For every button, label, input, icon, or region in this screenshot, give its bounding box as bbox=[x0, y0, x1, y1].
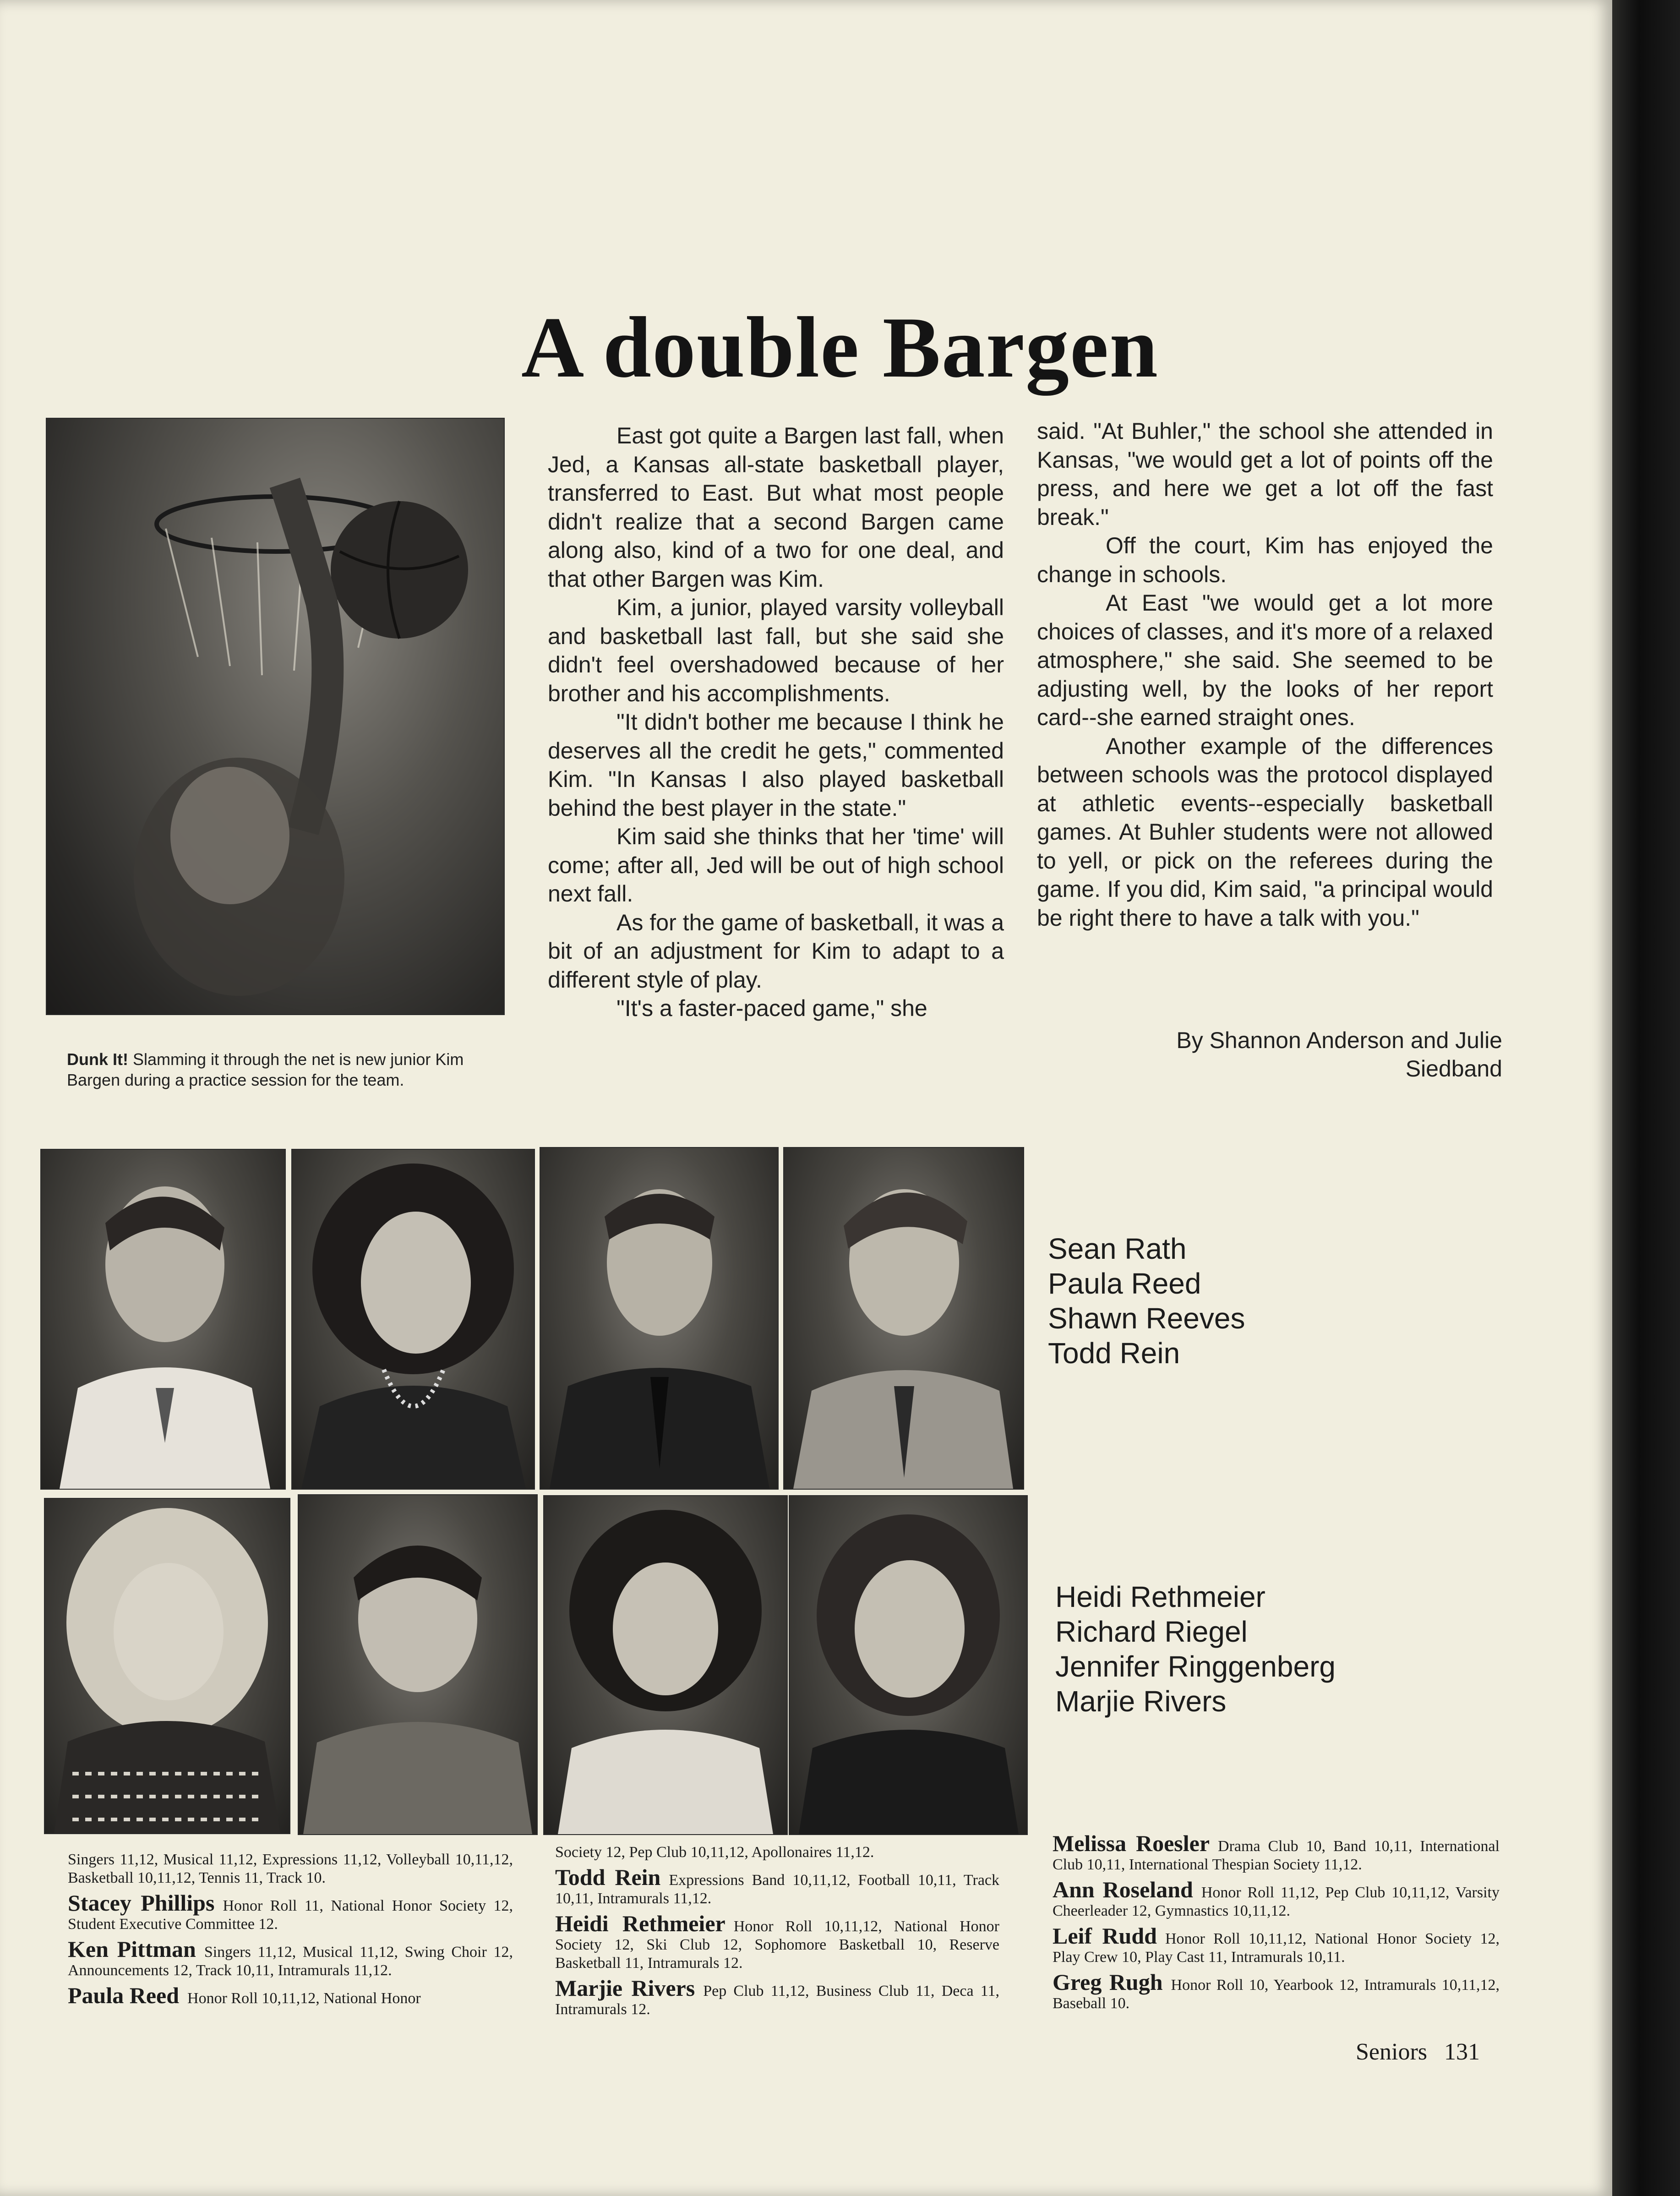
bios-column-2 bbox=[555, 1843, 999, 2025]
portrait-name: Heidi Rethmeier bbox=[1055, 1580, 1265, 1613]
bio-name: Paula Reed bbox=[68, 1983, 180, 2008]
bio-entry bbox=[1053, 1923, 1500, 1967]
portrait-richard-riegel bbox=[298, 1494, 538, 1835]
portrait-name: Jennifer Ringgenberg bbox=[1055, 1650, 1336, 1683]
portrait-paula-reed bbox=[291, 1149, 535, 1490]
bio-text: Honor Roll 10,11,12, National Honor Society 12, Play Crew 10, Play Cast 11, Intramurals 10,11. bbox=[1053, 1930, 1500, 1966]
bio-text: Honor Roll 10,11,12, National Honor Society 12, Ski Club 12, Sophomore Basketball 10, Reserve Basketball 11, Intramurals 12. bbox=[555, 1918, 999, 1972]
page-footer bbox=[1356, 2038, 1480, 2065]
portrait-name: Richard Riegel bbox=[1055, 1615, 1248, 1648]
bio-text: Honor Roll 11, National Honor Society 12, Student Executive Committee 12. bbox=[68, 1897, 513, 1933]
bio-name: Heidi Rethmeier bbox=[555, 1911, 725, 1936]
article-paragraph: East got quite a Bargen last fall, when Jed, a Kansas all-state basketball player, transferred to East. But what most people didn't realize that a second Bargen came along also, kind of a two for one deal, and that other Bargen was Kim. bbox=[548, 423, 1004, 592]
bio-name: Todd Rein bbox=[555, 1864, 661, 1890]
bio-entry bbox=[1053, 1969, 1500, 2013]
bio-text: Expressions Band 10,11,12, Football 10,11, Track 10,11, Intramurals 11,12. bbox=[555, 1872, 1000, 1907]
portrait-name: Sean Rath bbox=[1048, 1232, 1187, 1265]
bio-text: Singers 11,12, Musical 11,12, Swing Choir 12, Announcements 12, Track 10,11, Intramurals 11,12. bbox=[68, 1944, 513, 1979]
article-column-2 bbox=[1037, 417, 1493, 932]
portrait-name: Marjie Rivers bbox=[1055, 1685, 1227, 1718]
article-column-1 bbox=[548, 421, 1004, 1023]
portrait-name: Todd Rein bbox=[1048, 1337, 1180, 1370]
portrait-name: Shawn Reeves bbox=[1048, 1302, 1245, 1335]
bio-text: Drama Club 10, Band 10,11, International Club 10,11, International Thespian Society 11,12. bbox=[1053, 1838, 1500, 1873]
article-paragraph: "It didn't bother me because I think he deserves all the credit he gets," commented Kim. "In Kansas I also played basketball behind the best player in the state." bbox=[548, 709, 1004, 821]
names-row-1 bbox=[1048, 1231, 1245, 1371]
bio-entry bbox=[555, 1975, 1000, 2019]
portrait-todd-rein bbox=[783, 1147, 1024, 1490]
bio-entry bbox=[555, 1864, 1000, 1908]
bio-name: Greg Rugh bbox=[1053, 1969, 1163, 1995]
bio-name: Leif Rudd bbox=[1053, 1923, 1157, 1949]
bio-entry bbox=[68, 1983, 513, 2008]
names-row-2 bbox=[1055, 1579, 1336, 1719]
page-number: 131 bbox=[1444, 2039, 1480, 2065]
portrait-name: Paula Reed bbox=[1048, 1267, 1201, 1300]
bio-text: Singers 11,12, Musical 11,12, Expressions 11,12, Volleyball 10,11,12, Basketball 10,11,12, Tennis 11, Track 10. bbox=[68, 1851, 513, 1886]
portrait-jennifer-ringgenberg bbox=[543, 1495, 788, 1835]
photo-caption bbox=[67, 1049, 516, 1090]
article-paragraph: As for the game of basketball, it was a bit of an adjustment for Kim to adapt to a different style of play. bbox=[548, 909, 1004, 993]
caption-lead: Dunk It! bbox=[67, 1050, 128, 1069]
article-paragraph: At East "we would get a lot more choices of classes, and it's more of a relaxed atmosphere," she said. She seemed to be adjusting well, by the looks of her report card--she earned straight ones. bbox=[1037, 590, 1493, 730]
bio-name: Stacey Phillips bbox=[68, 1890, 215, 1916]
byline-line-2: Siedband bbox=[1405, 1056, 1502, 1082]
bio-text: Honor Roll 10, Yearbook 12, Intramurals 10,11,12, Baseball 10. bbox=[1053, 1977, 1500, 2012]
basketball-dunk-photo bbox=[46, 418, 505, 1015]
bio-text: Pep Club 11,12, Business Club 11, Deca 11, Intramurals 12. bbox=[555, 1983, 1000, 2018]
article-paragraph: Kim said she thinks that her 'time' will come; after all, Jed will be out of high school next fall. bbox=[548, 824, 1004, 907]
portrait-shawn-reeves bbox=[540, 1147, 779, 1490]
footer-section: Seniors bbox=[1356, 2039, 1427, 2065]
article-paragraph: Off the court, Kim has enjoyed the change in schools. bbox=[1037, 533, 1493, 587]
article-paragraph: "It's a faster-paced game," she bbox=[616, 995, 927, 1021]
bio-text: Honor Roll 11,12, Pep Club 10,11,12, Varsity Cheerleader 12, Gymnastics 10,11,12. bbox=[1053, 1884, 1500, 1919]
bio-entry bbox=[1053, 1830, 1500, 1874]
article-paragraph: Kim, a junior, played varsity volleyball and basketball last fall, but she said she didn't feel overshadowed because of her brother and his accomplishments. bbox=[548, 595, 1004, 706]
portrait-marjie-rivers bbox=[789, 1495, 1028, 1835]
byline-line-1: By Shannon Anderson and Julie bbox=[1176, 1027, 1502, 1053]
bio-name: Ken Pittman bbox=[68, 1936, 196, 1962]
bio-entry bbox=[68, 1936, 513, 1980]
bios-column-1 bbox=[68, 1851, 513, 2014]
portrait-sean-rath bbox=[40, 1149, 286, 1490]
bio-entry bbox=[68, 1851, 513, 1887]
bio-text: Society 12, Pep Club 10,11,12, Apollonaires 11,12. bbox=[555, 1844, 874, 1861]
bio-entry bbox=[555, 1911, 999, 1972]
article-paragraph: said. "At Buhler," the school she attended in Kansas, "we would get a lot of points off the press, and here we get a lot off the fast break." bbox=[1037, 418, 1493, 530]
bio-text: Honor Roll 10,11,12, National Honor bbox=[187, 1990, 421, 2007]
bio-entry bbox=[68, 1890, 513, 1934]
caption-text: Slamming it through the net is new junior Kim Bargen during a practice session for the team. bbox=[67, 1050, 464, 1089]
page-title: A double Bargen bbox=[521, 300, 1159, 396]
portrait-heidi-rethmeier bbox=[44, 1498, 290, 1834]
bio-name: Melissa Roesler bbox=[1053, 1830, 1210, 1856]
bio-name: Marjie Rivers bbox=[555, 1975, 695, 2001]
article-paragraph: Another example of the differences between schools was the protocol displayed at athletic events--especially basketball games. At Buhler students were not allowed to yell, or pick on the referees during the game. If you did, Kim said, "a principal would be right there to have a talk with you." bbox=[1037, 733, 1493, 931]
bio-entry bbox=[1053, 1877, 1500, 1920]
bios-column-3 bbox=[1053, 1830, 1500, 2019]
bio-entry bbox=[555, 1843, 999, 1862]
byline bbox=[1053, 1026, 1502, 1083]
bio-name: Ann Roseland bbox=[1053, 1877, 1193, 1902]
